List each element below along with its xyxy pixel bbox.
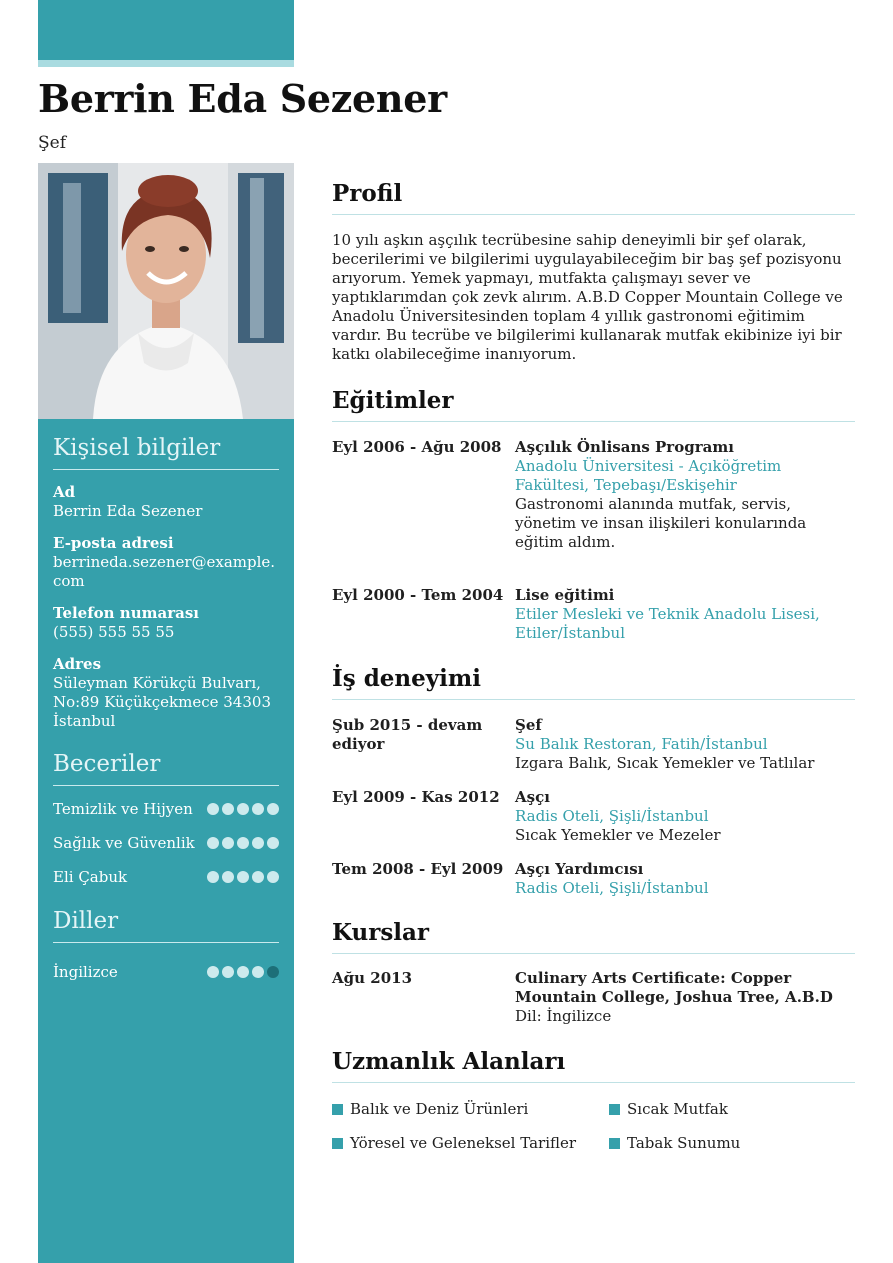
profile-text: 10 yılı aşkın aşçılık tecrübesine sahip deneyimli bir şef olarak, becerilerimi ve bilgilerimi uygulayabileceğim bir baş şef pozisyonu arıyorum. Yemek yapmayı, mutfakta çalışmayı sever ve yaptıklarımdan çok zevk alırım. A.B.D Copper Mountain College ve Anadolu Üniversitesinden toplam 4 yıllık gastronomi eğitimim vardır. Bu tecrübe ve bilgilerimi kullanarak mutfak ekibinize iyi bir katkı olabileceğime inanıyorum.: [332, 231, 843, 363]
rating-dot-filled: [267, 871, 279, 883]
rating-dot-filled: [222, 837, 234, 849]
entry-organization: Su Balık Restoran, Fatih/İstanbul: [515, 735, 768, 753]
sidebar-content: [53, 435, 279, 989]
entry-date: Eyl 2009 - Kas 2012: [332, 788, 500, 806]
skill-name: Eli Çabuk: [53, 868, 128, 886]
experience-section: [332, 665, 855, 898]
info-label: Adres: [53, 655, 102, 673]
rating-dot-filled: [207, 803, 219, 815]
info-label: Telefon numarası: [53, 604, 199, 622]
rating-dot-filled: [222, 803, 234, 815]
expertise-section: [332, 1048, 855, 1153]
languages-heading: Diller: [53, 908, 279, 943]
rating-dot-filled: [267, 837, 279, 849]
rating-dot-filled: [237, 837, 249, 849]
info-name: [53, 483, 279, 521]
education-entry: [332, 586, 855, 643]
expertise-item: Sıcak Mutfak: [609, 1100, 855, 1119]
address-value: Süleyman Körükçü Bulvarı, No:89 Küçükçekmece 34303 İstanbul: [53, 674, 271, 730]
education-entry: [332, 438, 855, 552]
entry-organization: Radis Oteli, Şişli/İstanbul: [515, 807, 709, 825]
info-phone: [53, 604, 279, 642]
entry-title: Lise eğitimi: [515, 586, 615, 604]
sidebar: [38, 163, 294, 1263]
rating-dot-filled: [207, 837, 219, 849]
job-title: Şef: [38, 133, 66, 153]
rating-dot-filled: [237, 966, 249, 978]
rating-dot-filled: [267, 803, 279, 815]
rating-dot-filled: [207, 966, 219, 978]
language-item: [53, 955, 279, 989]
email-link[interactable]: berrineda.sezener@example.com: [53, 553, 276, 590]
entry-title: Şef: [515, 716, 542, 734]
experience-entry: [332, 860, 855, 898]
language-rating: [207, 966, 279, 978]
entry-date: Eyl 2006 - Ağu 2008: [332, 438, 502, 456]
languages-list: [53, 955, 279, 989]
phone-value: (555) 555 55 55: [53, 623, 175, 641]
profile-section: [332, 180, 855, 364]
entry-title: Aşçı: [515, 788, 550, 806]
entry-organization: Anadolu Üniversitesi - Açıköğretim Fakültesi, Tepebaşı/Eskişehir: [515, 457, 782, 494]
square-bullet-icon: [332, 1138, 343, 1149]
course-entry: [332, 969, 855, 1026]
header-accent-line: [38, 60, 294, 67]
rating-dot-filled: [252, 966, 264, 978]
profile-heading: Profil: [332, 180, 855, 215]
entry-organization: Radis Oteli, Şişli/İstanbul: [515, 879, 709, 897]
square-bullet-icon: [609, 1138, 620, 1149]
skill-rating: [207, 803, 279, 815]
skill-rating: [207, 871, 279, 883]
entry-title: Aşçı Yardımcısı: [515, 860, 644, 878]
rating-dot-empty: [267, 966, 279, 978]
skills-heading: Beceriler: [53, 751, 279, 786]
main-content: [332, 180, 855, 1153]
profile-photo: [38, 163, 294, 419]
info-address: [53, 655, 279, 731]
courses-section: [332, 919, 855, 1026]
education-heading: Eğitimler: [332, 387, 855, 422]
entry-description: Sıcak Yemekler ve Mezeler: [515, 826, 721, 844]
candidate-name: Berrin Eda Sezener: [38, 76, 447, 121]
skill-item: [53, 792, 279, 826]
entry-organization: Etiler Mesleki ve Teknik Anadolu Lisesi, Etiler/İstanbul: [515, 605, 820, 642]
experience-entry: [332, 788, 855, 845]
rating-dot-filled: [252, 837, 264, 849]
header-accent-bar: [38, 0, 294, 60]
rating-dot-filled: [237, 871, 249, 883]
language-name: İngilizce: [53, 963, 118, 981]
skills-list: [53, 792, 279, 894]
entry-description: Gastronomi alanında mutfak, servis, yönetim ve insan ilişkileri konularında eğitim aldım.: [515, 495, 807, 551]
rating-dot-filled: [252, 803, 264, 815]
experience-entry: [332, 716, 855, 773]
skill-item: [53, 860, 279, 894]
info-value: Berrin Eda Sezener: [53, 502, 203, 520]
entry-date: Şub 2015 - devam ediyor: [332, 716, 483, 753]
rating-dot-filled: [207, 871, 219, 883]
info-email: [53, 534, 279, 591]
square-bullet-icon: [609, 1104, 620, 1115]
entry-title: Culinary Arts Certificate: Copper Mountain College, Joshua Tree, A.B.D: [515, 969, 833, 1006]
entry-description: Dil: İngilizce: [515, 1007, 612, 1025]
expertise-list: [332, 1100, 855, 1153]
rating-dot-filled: [222, 966, 234, 978]
education-section: [332, 387, 855, 643]
skill-name: Temizlik ve Hijyen: [53, 800, 193, 818]
rating-dot-filled: [252, 871, 264, 883]
skill-rating: [207, 837, 279, 849]
entry-description: Izgara Balık, Sıcak Yemekler ve Tatlılar: [515, 754, 815, 772]
expertise-heading: Uzmanlık Alanları: [332, 1048, 855, 1083]
entry-date: Tem 2008 - Eyl 2009: [332, 860, 504, 878]
entry-title: Aşçılık Önlisans Programı: [515, 438, 734, 456]
info-label: E-posta adresi: [53, 534, 174, 552]
skill-item: [53, 826, 279, 860]
expertise-item: Tabak Sunumu: [609, 1134, 855, 1153]
expertise-item: Yöresel ve Geleneksel Tarifler: [332, 1134, 609, 1153]
experience-heading: İş deneyimi: [332, 665, 855, 700]
rating-dot-filled: [222, 871, 234, 883]
expertise-item: Balık ve Deniz Ürünleri: [332, 1100, 609, 1119]
personal-info-heading: Kişisel bilgiler: [53, 435, 279, 470]
skill-name: Sağlık ve Güvenlik: [53, 834, 195, 852]
square-bullet-icon: [332, 1104, 343, 1115]
courses-heading: Kurslar: [332, 919, 855, 954]
info-label: Ad: [53, 483, 76, 501]
rating-dot-filled: [237, 803, 249, 815]
entry-date: Eyl 2000 - Tem 2004: [332, 586, 504, 604]
entry-date: Ağu 2013: [332, 969, 413, 987]
